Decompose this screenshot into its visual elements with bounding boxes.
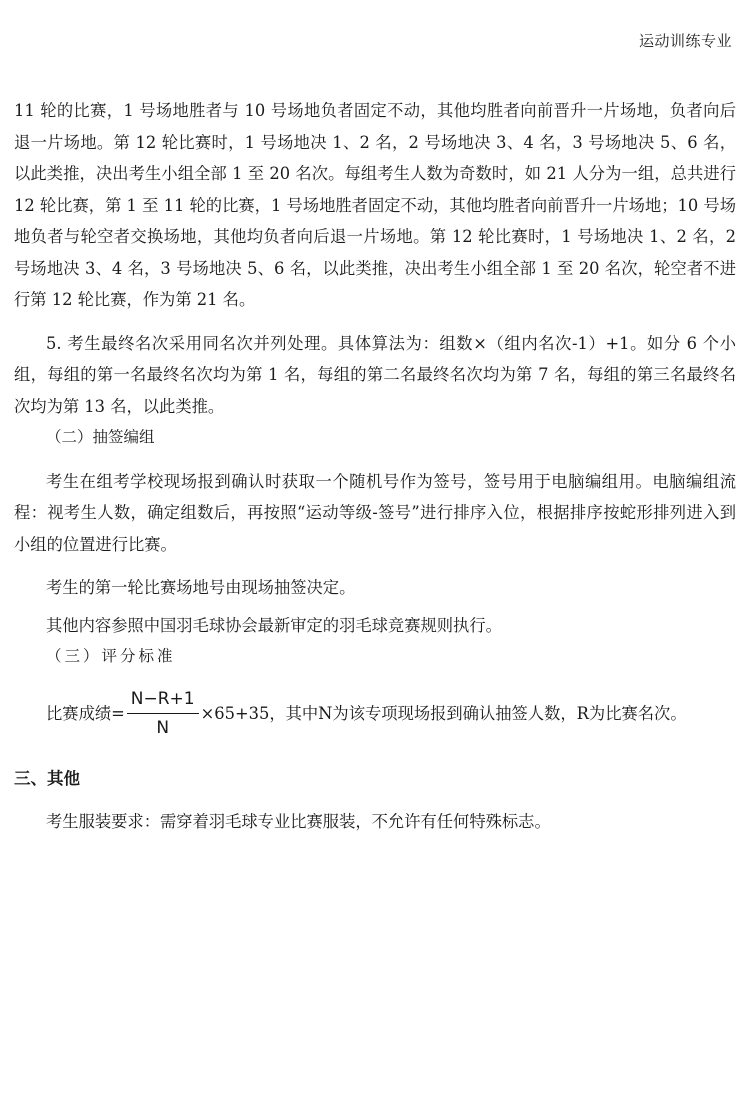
paragraph-final-ranking: 5. 考生最终名次采用同名次并列处理。具体算法为：组数×（组内名次-1）+1。如分 6 个小组，每组的第一名最终名次均为第 1 名，每组的第二名最终名次均为第 7 名，每组的第三名最终名次均为第 13 名，以此类推。 [14, 333, 736, 416]
subheading-draw-grouping: （二）抽签编组 [46, 428, 155, 446]
formula-fraction [127, 687, 199, 740]
formula-denominator: N [156, 718, 170, 738]
paragraph-first-round-court: 考生的第一轮比赛场地号由现场抽签决定。 [46, 578, 356, 597]
subheading-scoring-standard [14, 641, 736, 673]
subheading-scoring-text: （三）评分标准 [46, 647, 176, 665]
paragraph-draw-procedure: 考生在组考学校现场报到确认时获取一个随机号作为签号，签号用于电脑编组用。电脑编组流程：视考生人数，确定组数后，再按照“运动等级-签号”进行排序入位，根据排序按蛇形排列进入到小组的位置进行比赛。 [14, 471, 736, 554]
paragraph-attire: 考生服装要求：需穿着羽毛球专业比赛服装，不允许有任何特殊标志。 [46, 812, 551, 831]
score-formula [14, 683, 736, 745]
formula-suffix: ×65+35，其中N为该专项现场报到确认抽签人数，R为比赛名次。 [200, 703, 687, 723]
paragraph-other-rules: 其他内容参照中国羽毛球协会最新审定的羽毛球竞赛规则执行。 [46, 615, 502, 635]
formula-numerator: N−R+1 [127, 687, 199, 714]
document-body [14, 95, 736, 838]
section-heading-other: 三、其他 [14, 768, 80, 788]
formula-prefix: 比赛成绩= [46, 703, 125, 723]
paragraph-rules-continued: 11 轮的比赛，1 号场地胜者与 10 号场地负者固定不动，其他均胜者向前晋升一片场地，负者向后退一片场地。第 12 轮比赛时，1 号场地决 1、2 名，2 号场地决 3、4 名，3 号场地决 5、6 名，以此类推，决出考生小组全部 1 至 20 名次。每组考生人数为奇数时，如 21 人分为一组，总共进行 12 轮比赛，第 1 至 11 轮的比赛，1 号场地胜者固定不动，其他均胜者向前晋升一片场地；10 号场地负者与轮空者交换场地，其他均负者向后退一片场地。第 12 轮比赛时，1 号场地决 1、2 名，2 号场地决 3、4 名，3 号场地决 5、6 名，以此类推，决出考生小组全部 1 至 20 名次，轮空者不进行第 12 轮比赛，作为第 21 名。 [14, 101, 736, 309]
page-header-label: 运动训练专业 [638, 32, 732, 50]
